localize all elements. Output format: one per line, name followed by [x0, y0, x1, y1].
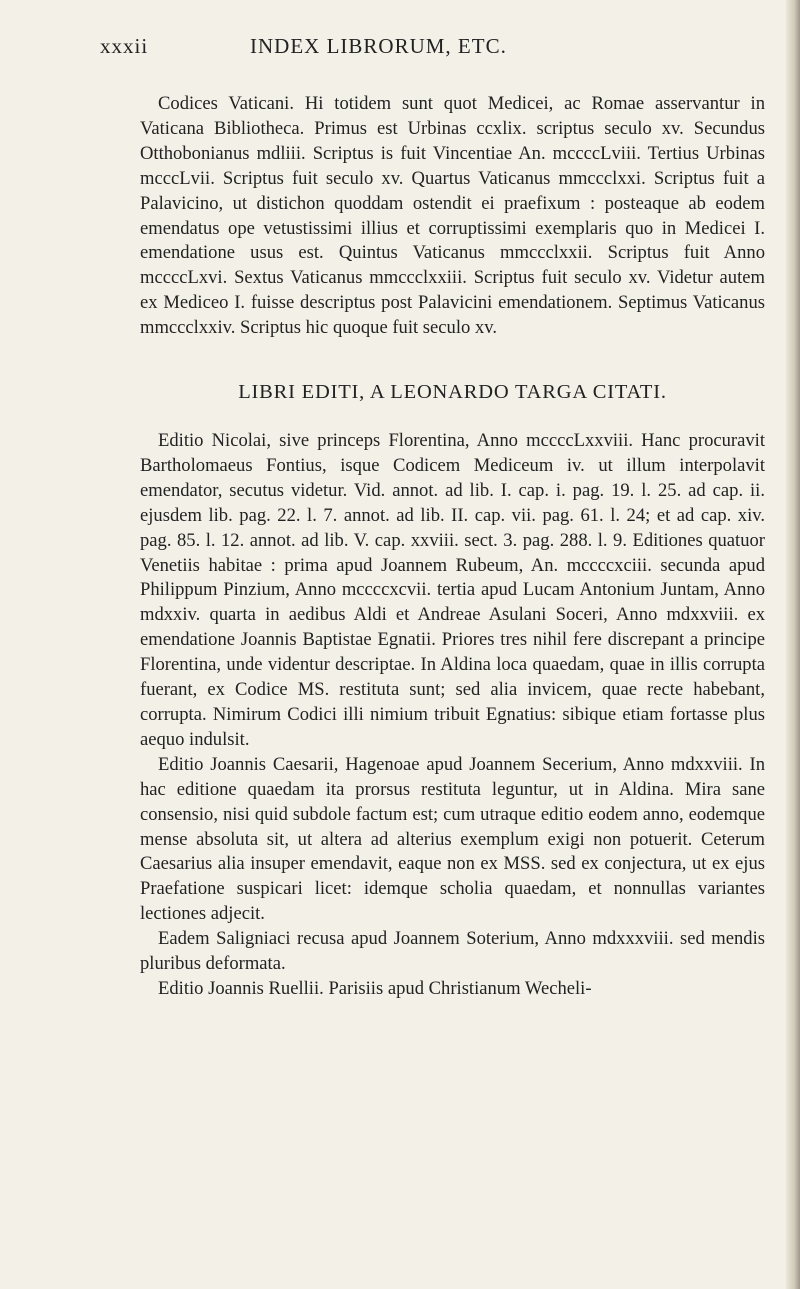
codices-vaticani-section [140, 92, 765, 341]
paragraph: Editio Nicolai, sive princeps Florentina, Anno mccccLxxviii. Hanc procuravit Bartholomaeus Fontius, isque Codicem Mediceum iv. ut illum interpolavit emendator, secutus videtur. Vid. annot. ad lib. I. cap. i. pag. 19. l. 25. ad cap. ii. ejusdem lib. pag. 22. l. 7. annot. ad lib. II. cap. vii. pag. 61. l. 24; et ad cap. xiv. pag. 85. l. 12. annot. ad lib. V. cap. xxviii. sect. 3. pag. 288. l. 9. Editiones quatuor Venetiis habitae : prima apud Joannem Rubeum, An. mccccxciii. secunda apud Philippum Pinzium, Anno mccccxcvii. tertia apud Lucam Antonium Juntam, Anno mdxxiv. quarta in aedibus Aldi et Andreae Asulani Soceri, Anno mdxxviii. ex emendatione Joannis Baptistae Egnatii. Priores tres nihil fere discrepant a principe Florentina, unde videntur descriptae. In Aldina loca quaedam, quae in illis corrupta fuerant, ex Codice MS. restituta sunt; sed alia invicem, quae recte habebant, corrupta. Nimirum Codici illi nimium tribuit Egnatius: sibique etiam fortasse plus aequo indulsit. [140, 430, 765, 750]
section-heading: LIBRI EDITI, A LEONARDO TARGA CITATI. [238, 381, 667, 403]
page-number: xxxii [100, 34, 149, 58]
page-edge [786, 0, 800, 1289]
paragraph: Eadem Saligniaci recusa apud Joannem Soterium, Anno mdxxxviii. sed mendis pluribus deformata. [140, 928, 765, 975]
paragraph: Codices Vaticani. Hi totidem sunt quot Medicei, ac Romae asservantur in Vaticana Bibliotheca. Primus est Urbinas ccxlix. scriptus seculo xv. Secundus Otthobonianus mdliii. Scriptus is fuit Vincentiae An. mccccLviii. Tertius Urbinas mcccLvii. Scriptus fuit seculo xv. Quartus Vaticanus mmccclxxi. Scriptus fuit a Palavicino, ut distichon quoddam ostendit ei praefixum : posteaque ab eodem emendatus ope vetustissimi illius et corruptissimi exemplaris quo in Medicei I. emendatione usus est. Quintus Vaticanus mmccclxxii. Scriptus fuit Anno mccccLxvi. Sextus Vaticanus mmccclxxiii. Scriptus fuit seculo xv. Videtur autem ex Mediceo I. fuisse descriptus post Palavicini emendationem. Septimus Vaticanus mmccclxxiv. Scriptus hic quoque fuit seculo xv. [140, 93, 765, 339]
running-head: INDEX LIBRORUM, ETC. [250, 34, 507, 58]
paragraph: Editio Joannis Caesarii, Hagenoae apud Joannem Secerium, Anno mdxxviii. In hac editione quaedam ita prorsus restituta leguntur, ut in Aldina. Mira sane consensio, nisi quid subdole factum est; cum utraque editio eodem anno, eodemque mense absoluta sit, ut altera ad alterius exemplum exigi non potuerit. Ceterum Caesarius alia insuper emendavit, eaque non ex MSS. sed ex conjectura, ut ex ejus Praefatione suspicari licet: idemque scholia quaedam, et nonnullas variantes lectiones adjecit. [140, 753, 765, 925]
libri-editi-section [140, 429, 765, 1002]
paragraph: Editio Joannis Ruellii. Parisiis apud Christianum Wecheli- [158, 977, 592, 999]
